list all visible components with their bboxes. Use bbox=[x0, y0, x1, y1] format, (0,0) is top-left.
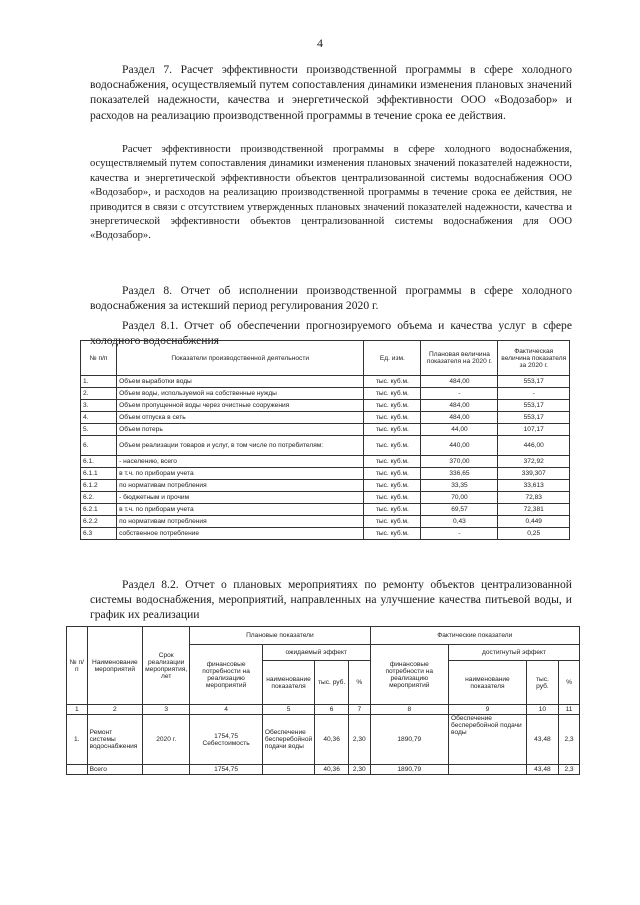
table-8-2-total-plan-eff-rub: 40,36 bbox=[315, 765, 349, 775]
table-8-2-column-number: 3 bbox=[143, 705, 190, 715]
table-8-1-cell-unit: тыс. куб.м. bbox=[364, 528, 421, 540]
table-8-2-row-plan-fin: 1754,75 Себестоимость bbox=[190, 715, 263, 765]
table-8-2-row-fact-fin: 1890,79 bbox=[370, 715, 449, 765]
table-8-2-row-fact-eff-name: Обеспечение бесперебойной подачи воды bbox=[449, 715, 527, 765]
table-8-1-cell-plan: - bbox=[421, 388, 498, 400]
table-8-2-header-row-1 bbox=[67, 627, 580, 645]
table-8-1-cell-fact: 72,83 bbox=[498, 492, 570, 504]
table-8-2-column-number: 11 bbox=[559, 705, 580, 715]
table-8-1-cell-plan: 33,35 bbox=[421, 480, 498, 492]
table-8-1-header-no: № п/п bbox=[81, 341, 117, 376]
table-8-1-cell-fact: 446,00 bbox=[498, 436, 570, 456]
table-8-2-row bbox=[67, 715, 580, 765]
section82-heading: Раздел 8.2. Отчет о плановых мероприятиях по ремонту объектов централизованной системы водоснабжения, мероприятий, направленных на улучшение качества питьевой воды, и график их реализации bbox=[90, 578, 572, 622]
table-8-2-row-fact-eff-pct: 2,3 bbox=[559, 715, 580, 765]
table-8-2-row-plan-eff-pct: 2,30 bbox=[349, 715, 370, 765]
table-8-1-cell-plan: 370,00 bbox=[421, 456, 498, 468]
table-8-2-header-no: № п/п bbox=[67, 627, 88, 705]
table-8-2-column-number: 10 bbox=[526, 705, 558, 715]
table-8-1-cell-no: 6.1.2 bbox=[81, 480, 117, 492]
table-8-2-total-fact-fin: 1890,79 bbox=[370, 765, 449, 775]
table-8-2-row-plan-eff-rub: 40,36 bbox=[315, 715, 349, 765]
table-8-2-header-plan-fin: финансовые потребности на реализацию мероприятий bbox=[190, 645, 263, 705]
table-8-2-column-numbers bbox=[67, 705, 580, 715]
table-row bbox=[81, 504, 570, 516]
table-8-1-cell-unit: тыс. куб.м. bbox=[364, 492, 421, 504]
section8-heading: Раздел 8. Отчет об исполнении производственной программы в сфере холодного водоснабжения за истекший период регулирования 2020 г. bbox=[90, 284, 572, 313]
table-8-2-total-fact-eff-rub: 43,48 bbox=[526, 765, 558, 775]
table-8-1-cell-unit: тыс. куб.м. bbox=[364, 436, 421, 456]
table-8-2-header-fact-eff-pct: % bbox=[559, 661, 580, 705]
table-8-1-cell-fact: 339,307 bbox=[498, 468, 570, 480]
table-8-2-row-no: 1. bbox=[67, 715, 88, 765]
table-8-1-cell-unit: тыс. куб.м. bbox=[364, 424, 421, 436]
table-8-1-cell-no: 4. bbox=[81, 412, 117, 424]
table-8-1-cell-plan: - bbox=[421, 528, 498, 540]
table-8-2-header-fact-fin: финансовые потребности на реализацию мероприятий bbox=[370, 645, 449, 705]
table-8-2-column-number: 8 bbox=[370, 705, 449, 715]
table-8-1-cell-fact: 553,17 bbox=[498, 376, 570, 388]
table-8-1-cell-name: Объем воды, используемой на собственные нужды bbox=[117, 388, 364, 400]
table-8-1-cell-name: - населению, всего bbox=[117, 456, 364, 468]
table-8-1-cell-no: 1. bbox=[81, 376, 117, 388]
table-8-1-cell-name: Объем потерь bbox=[117, 424, 364, 436]
table-row bbox=[81, 516, 570, 528]
table-8-1-header-fact: Фактическая величина показателя за 2020 г. bbox=[498, 341, 570, 376]
table-8-1-cell-name: по нормативам потребления bbox=[117, 480, 364, 492]
table-8-2-row-term: 2020 г. bbox=[143, 715, 190, 765]
table-8-2-column-number: 1 bbox=[67, 705, 88, 715]
table-row bbox=[81, 424, 570, 436]
table-8-1-cell-unit: тыс. куб.м. bbox=[364, 468, 421, 480]
table-8-1-cell-plan: 484,00 bbox=[421, 412, 498, 424]
table-row bbox=[81, 456, 570, 468]
table-8-1-cell-name: Объем пропущенной воды через очистные сооружения bbox=[117, 400, 364, 412]
table-8-2-total-plan-eff-pct: 2,30 bbox=[349, 765, 370, 775]
table-8-1-cell-unit: тыс. куб.м. bbox=[364, 480, 421, 492]
table-8-2-header-fact-eff-rub: тыс. руб. bbox=[526, 661, 558, 705]
table-8-2-total-empty-3 bbox=[262, 765, 314, 775]
page-number: 4 bbox=[317, 36, 323, 50]
table-8-2-header-fact-eff-name: наименование показателя bbox=[449, 661, 527, 705]
table-8-2-header-name: Наименование мероприятий bbox=[87, 627, 143, 705]
table-8-1 bbox=[80, 340, 570, 540]
table-8-1-cell-plan: 0,43 bbox=[421, 516, 498, 528]
table-row bbox=[81, 436, 570, 456]
table-8-1-cell-unit: тыс. куб.м. bbox=[364, 400, 421, 412]
table-8-1-cell-fact: - bbox=[498, 388, 570, 400]
table-8-1-cell-name: Объем реализации товаров и услуг, в том числе по потребителям: bbox=[117, 436, 364, 456]
table-8-2-column-number: 9 bbox=[449, 705, 527, 715]
section7-body: Расчет эффективности производственной программы в сфере холодного водоснабжения, осуществляемый путем сопоставления динамики изменения плановых значений показателей надежности, качества и энергетической эффективности объектов централизованной системы водоснабжения ООО «Водозабор», и расходов на реализацию производственной программы в течение срока ее действия, не приводится в связи с отсутствием утвержденных плановых значений показателей надежности, качества и энергетической эффективности объектов централизованной системы водоснабжения для ООО «Водозабор». bbox=[90, 144, 572, 242]
table-8-1-cell-plan: 440,00 bbox=[421, 436, 498, 456]
table-8-1-cell-plan: 69,57 bbox=[421, 504, 498, 516]
table-8-1-cell-fact: 553,17 bbox=[498, 400, 570, 412]
table-8-1-cell-unit: тыс. куб.м. bbox=[364, 516, 421, 528]
table-8-2 bbox=[66, 626, 580, 775]
table-row bbox=[81, 480, 570, 492]
table-8-1-cell-fact: 0,25 bbox=[498, 528, 570, 540]
table-8-1-cell-name: по нормативам потребления bbox=[117, 516, 364, 528]
table-8-1-cell-fact: 72,381 bbox=[498, 504, 570, 516]
table-8-2-column-number: 7 bbox=[349, 705, 370, 715]
table-8-2-column-number: 4 bbox=[190, 705, 263, 715]
table-8-2-header-plan-eff-name: наименование показателя bbox=[262, 661, 314, 705]
table-row bbox=[81, 388, 570, 400]
table-8-2-column-number: 2 bbox=[87, 705, 143, 715]
table-8-1-cell-unit: тыс. куб.м. bbox=[364, 376, 421, 388]
table-8-1-cell-no: 6.1. bbox=[81, 456, 117, 468]
table-8-2-total-plan-fin: 1754,75 bbox=[190, 765, 263, 775]
table-8-1-cell-fact: 33,613 bbox=[498, 480, 570, 492]
table-8-2-header-plan-eff-pct: % bbox=[349, 661, 370, 705]
table-8-1-cell-name: в т.ч. по приборам учета bbox=[117, 468, 364, 480]
table-8-1-header-plan: Плановая величина показателя на 2020 г. bbox=[421, 341, 498, 376]
table-8-1-cell-unit: тыс. куб.м. bbox=[364, 412, 421, 424]
table-8-1-cell-unit: тыс. куб.м. bbox=[364, 388, 421, 400]
table-8-2-total-fact-eff-pct: 2,3 bbox=[559, 765, 580, 775]
table-8-1-cell-name: собственное потребление bbox=[117, 528, 364, 540]
section7-heading: Раздел 7. Расчет эффективности производственной программы в сфере холодного водоснабжения, осуществляемый путем сопоставления динамики изменения плановых значений показателей надежности, качества и энергетической эффективности ООО «Водозабор» и расходов на реализацию производственной программы в течение срока ее действия. bbox=[90, 63, 572, 122]
table-8-1-header-name: Показатели производственной деятельности bbox=[117, 341, 364, 376]
table-row bbox=[81, 468, 570, 480]
table-8-2-column-number: 5 bbox=[262, 705, 314, 715]
table-8-1-cell-plan: 70,00 bbox=[421, 492, 498, 504]
section81-heading: Раздел 8.1. Отчет об обеспечении прогнозируемого объема и качества услуг в сфере холодного водоснабжения bbox=[90, 319, 572, 348]
table-row bbox=[81, 528, 570, 540]
table-8-2-header-plan: Плановые показатели bbox=[190, 627, 370, 645]
table-8-2-row-plan-eff-name: Обеспечение бесперебойной подачи воды bbox=[262, 715, 314, 765]
table-8-1-cell-no: 6.2.1 bbox=[81, 504, 117, 516]
table-8-2-total-empty-4 bbox=[449, 765, 527, 775]
table-8-1-cell-name: - бюджетным и прочим bbox=[117, 492, 364, 504]
table-8-2-total-empty-2 bbox=[143, 765, 190, 775]
table-8-2-total-empty bbox=[67, 765, 88, 775]
table-8-1-cell-plan: 44,00 bbox=[421, 424, 498, 436]
table-8-1-cell-name: Объем отпуска в сеть bbox=[117, 412, 364, 424]
table-8-1-cell-fact: 0,449 bbox=[498, 516, 570, 528]
table-row bbox=[81, 412, 570, 424]
table-8-2-column-number: 6 bbox=[315, 705, 349, 715]
table-row bbox=[81, 492, 570, 504]
table-8-1-cell-unit: тыс. куб.м. bbox=[364, 456, 421, 468]
table-8-2-total-row bbox=[67, 765, 580, 775]
table-8-1-cell-no: 6.3 bbox=[81, 528, 117, 540]
table-8-1-cell-unit: тыс. куб.м. bbox=[364, 504, 421, 516]
table-8-1-cell-plan: 336,65 bbox=[421, 468, 498, 480]
table-8-2-row-name: Ремонт системы водоснабжения bbox=[87, 715, 143, 765]
table-8-2-header-plan-effect: ожидаемый эффект bbox=[262, 645, 370, 661]
table-8-2-total-label: Всего bbox=[87, 765, 143, 775]
table-8-1-cell-no: 6.2. bbox=[81, 492, 117, 504]
table-8-1-cell-fact: 553,17 bbox=[498, 412, 570, 424]
table-8-1-cell-no: 2. bbox=[81, 388, 117, 400]
table-8-1-cell-no: 6.1.1 bbox=[81, 468, 117, 480]
table-8-1-cell-plan: 484,00 bbox=[421, 400, 498, 412]
table-8-1-cell-name: Объем выработки воды bbox=[117, 376, 364, 388]
table-8-1-cell-no: 5. bbox=[81, 424, 117, 436]
table-8-1-cell-no: 6.2.2 bbox=[81, 516, 117, 528]
table-8-1-cell-no: 3. bbox=[81, 400, 117, 412]
table-8-1-header-unit: Ед. изм. bbox=[364, 341, 421, 376]
table-8-1-header-row bbox=[81, 341, 570, 376]
table-8-2-header-fact-effect: достигнутый эффект bbox=[449, 645, 580, 661]
table-row bbox=[81, 400, 570, 412]
table-8-1-cell-plan: 484,00 bbox=[421, 376, 498, 388]
table-8-1-cell-fact: 107,17 bbox=[498, 424, 570, 436]
table-8-2-header-plan-eff-rub: тыс. руб. bbox=[315, 661, 349, 705]
table-8-2-header-term: Срок реализации мероприятия, лет bbox=[143, 627, 190, 705]
table-row bbox=[81, 376, 570, 388]
table-8-1-cell-no: 6. bbox=[81, 436, 117, 456]
table-8-2-header-fact: Фактические показатели bbox=[370, 627, 579, 645]
table-8-1-cell-name: в т.ч. по приборам учета bbox=[117, 504, 364, 516]
table-8-1-cell-fact: 372,92 bbox=[498, 456, 570, 468]
table-8-2-row-fact-eff-rub: 43,48 bbox=[526, 715, 558, 765]
